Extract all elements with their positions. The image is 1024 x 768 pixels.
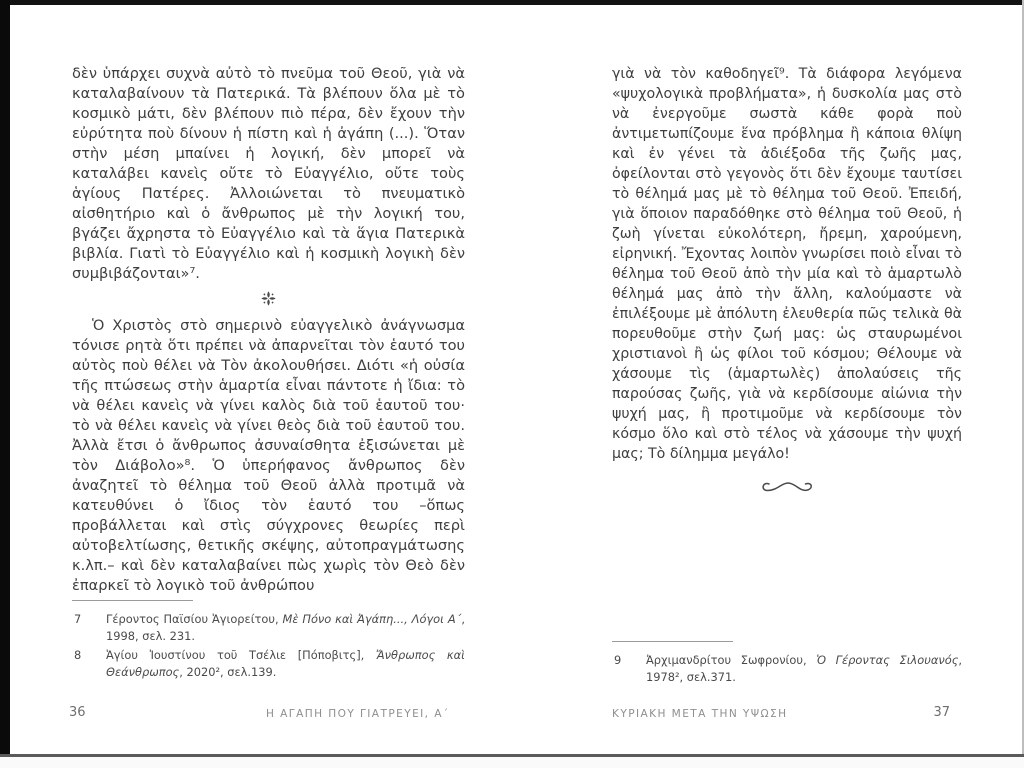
footnote bbox=[612, 652, 962, 685]
footnote-separator bbox=[72, 600, 193, 601]
footnote-text: Ἀρχιμανδρίτου Σωφρονίου, bbox=[646, 653, 817, 667]
running-title: ΚΥΡΙΑΚΗ ΜΕΤΑ ΤΗΝ ΥΨΩΣΗ bbox=[612, 708, 788, 720]
footnote-text: , 1998, σελ. 231. bbox=[106, 612, 465, 643]
section-end bbox=[612, 478, 962, 496]
running-title: Η ΑΓΑΠΗ ΠΟΥ ΓΙΑΤΡΕΥΕΙ, Α´ bbox=[266, 708, 450, 720]
floral-asterisk-icon bbox=[261, 291, 276, 306]
section-break bbox=[72, 291, 465, 306]
left-text-column bbox=[72, 64, 465, 596]
footnote-separator bbox=[612, 641, 733, 642]
footnote-number: 8 bbox=[74, 648, 82, 662]
left-footnotes bbox=[72, 600, 465, 683]
footnote bbox=[72, 611, 465, 644]
footnote-title: Ὁ Γέροντας Σιλουανός bbox=[816, 653, 959, 667]
paragraph: γιὰ νὰ τὸν καθοδηγεῖ⁹. Τὰ διάφορα λεγόμενα «ψυχολογικὰ προβλήματα», ἡ δυσκολία μας στὸ νὰ ἐνεργοῦμε σωστὰ κάθε φορὰ ποὺ ἀντιμετωπίζουμε ἕνα πρόβλημα ἢ κάποια θλίψη καὶ ἐν γένει τὰ ἀδιέξοδα τῆς ζωῆς μας, ὀφείλονται στὸ γεγονὸς ὅτι δὲν ἔχουμε ταυτίσει τὸ θέλημά μας μὲ τὸ θέλημα τοῦ Θεοῦ. Ἐπειδή, γιὰ ὅποιον παραδόθηκε στὸ θέλημα τοῦ Θεοῦ, ἡ ζωὴ γίνεται εὐκολότερη, ἤρεμη, χαρούμενη, εἰρηνική. Ἔχοντας λοιπὸν γνωρίσει ποιὸ εἶναι τὸ θέλημα τοῦ Θεοῦ ἀπὸ τὴν μία καὶ τὸ ἁμαρτωλὸ θέλημά μας ἀπὸ τὴν ἄλλη, καλούμαστε νὰ ἐπιλέξουμε μὲ ἀπόλυτη ἐλευθερία πῶς τελικὰ θὰ πορευθοῦμε στὴν ζωή μας: ὡς σταυρωμένοι χριστιανοὶ ἢ ὡς φίλοι τοῦ κόσμου; Θέλουμε νὰ χάσουμε τὶς (ἁμαρτωλὲς) ἀπολαύσεις τῆς παρούσας ζωῆς, γιὰ νὰ κερδίσουμε αἰώνια τὴν ψυχή μας, ἢ προτιμοῦμε νὰ κερδίσουμε τὸν κόσμο ὅλο καὶ στὸ τέλος νὰ χάσουμε τὴν ψυχή μας; Τὸ δίλημμα μεγάλο! bbox=[612, 66, 962, 462]
footnote-title: Ἄνθρωπος καὶ Θεάνθρωπος bbox=[106, 648, 465, 679]
footnote-text: , 1978², σελ.371. bbox=[646, 653, 962, 684]
frame-top-edge bbox=[0, 0, 1024, 5]
footnote-text: Ἁγίου Ἰουστίνου τοῦ Τσέλιε [Πόποβιτς], bbox=[106, 648, 376, 662]
frame-left-edge bbox=[0, 0, 10, 768]
footnote-number: 9 bbox=[614, 653, 622, 667]
footnote bbox=[72, 647, 465, 680]
footnote-number: 7 bbox=[74, 612, 82, 626]
right-text-column bbox=[612, 64, 962, 496]
frame-bottom-strip bbox=[0, 757, 1024, 768]
paragraph: δὲν ὑπάρχει συχνὰ αὐτὸ τὸ πνεῦμα τοῦ Θεοῦ, γιὰ νὰ καταλαβαίνουν τὰ Πατερικά. Τὰ βλέπουν ὅλα μὲ τὸ κοσμικὸ μάτι, δὲν βλέπουν πιὸ πέρα, δὲν ἔχουν τὴν εὐρύτητα ποὺ δίνουν ἡ πίστη καὶ ἡ ἀγάπη (...). Ὅταν στὴν μέση μπαίνει ἡ λογική, δὲν μπορεῖ νὰ καταλάβει κανεὶς οὔτε τὸ Εὐαγγέλιο, οὔτε τοὺς ἁγίους Πατέρες. Ἀλλοιώνεται τὸ πνευματικὸ αἰσθητήριο καὶ ὁ ἄνθρωπος μὲ τὴν λογική του, βγάζει ἄχρηστα τὸ Εὐαγγέλιο καὶ τὰ ἅγια Πατερικὰ βιβλία. Γιατὶ τὸ Εὐαγγέλιο καὶ ἡ κοσμικὴ λογικὴ δὲν συμβιβάζονται»⁷. bbox=[72, 65, 465, 282]
footnote-text: Γέροντος Παϊσίου Ἁγιορείτου, bbox=[106, 612, 283, 626]
calligraphic-swash-icon bbox=[758, 478, 816, 496]
right-footnotes bbox=[612, 641, 962, 688]
footnote-title: Μὲ Πόνο καὶ Ἀγάπη..., Λόγοι Α´ bbox=[282, 612, 462, 626]
footnote-text: , 2020², σελ.139. bbox=[179, 664, 277, 679]
page-number: 37 bbox=[933, 705, 950, 720]
paragraph: Ὁ Χριστὸς στὸ σημερινὸ εὐαγγελικὸ ἀνάγνωσμα τόνισε ρητὰ ὅτι πρέπει νὰ ἀπαρνεῖται τὸν ἑαυτό του αὐτὸς ποὺ θέλει νὰ Τὸν ἀκολουθήσει. Διότι «ἡ οὐσία τῆς πτώσεως στὴν ἁμαρτία εἶναι πάντοτε ἡ ἴδια: τὸ νὰ θέλει κανεὶς νὰ γίνει καλὸς διὰ τοῦ ἑαυτοῦ του· τὸ νὰ θέλει κανεὶς νὰ γίνει θεὸς διὰ τοῦ ἑαυτοῦ του. Ἀλλὰ ἔτσι ὁ ἄνθρωπος ἀσυναίσθητα ἐξισώνεται μὲ τὸν Διάβολο»⁸. Ὁ ὑπερήφανος ἄνθρωπος δὲν ἀναζητεῖ τὸ θέλημα τοῦ Θεοῦ ἀλλὰ προτιμᾶ νὰ κατευθύνει ὁ ἴδιος τὸν ἑαυτό του –ὅπως προβάλλεται καὶ στὶς σύγχρονες θεωρίες περὶ αὐτοβελτίωσης, θετικῆς σκέψης, αὐτοπραγμάτωσης κ.λπ.– καὶ δὲν καταλαβαίνει πὼς χωρὶς τὸν Θεὸ δὲν ἐπαρκεῖ τὸ λογικὸ τοῦ ἀνθρώπου bbox=[72, 317, 465, 594]
page-number: 36 bbox=[69, 705, 86, 720]
